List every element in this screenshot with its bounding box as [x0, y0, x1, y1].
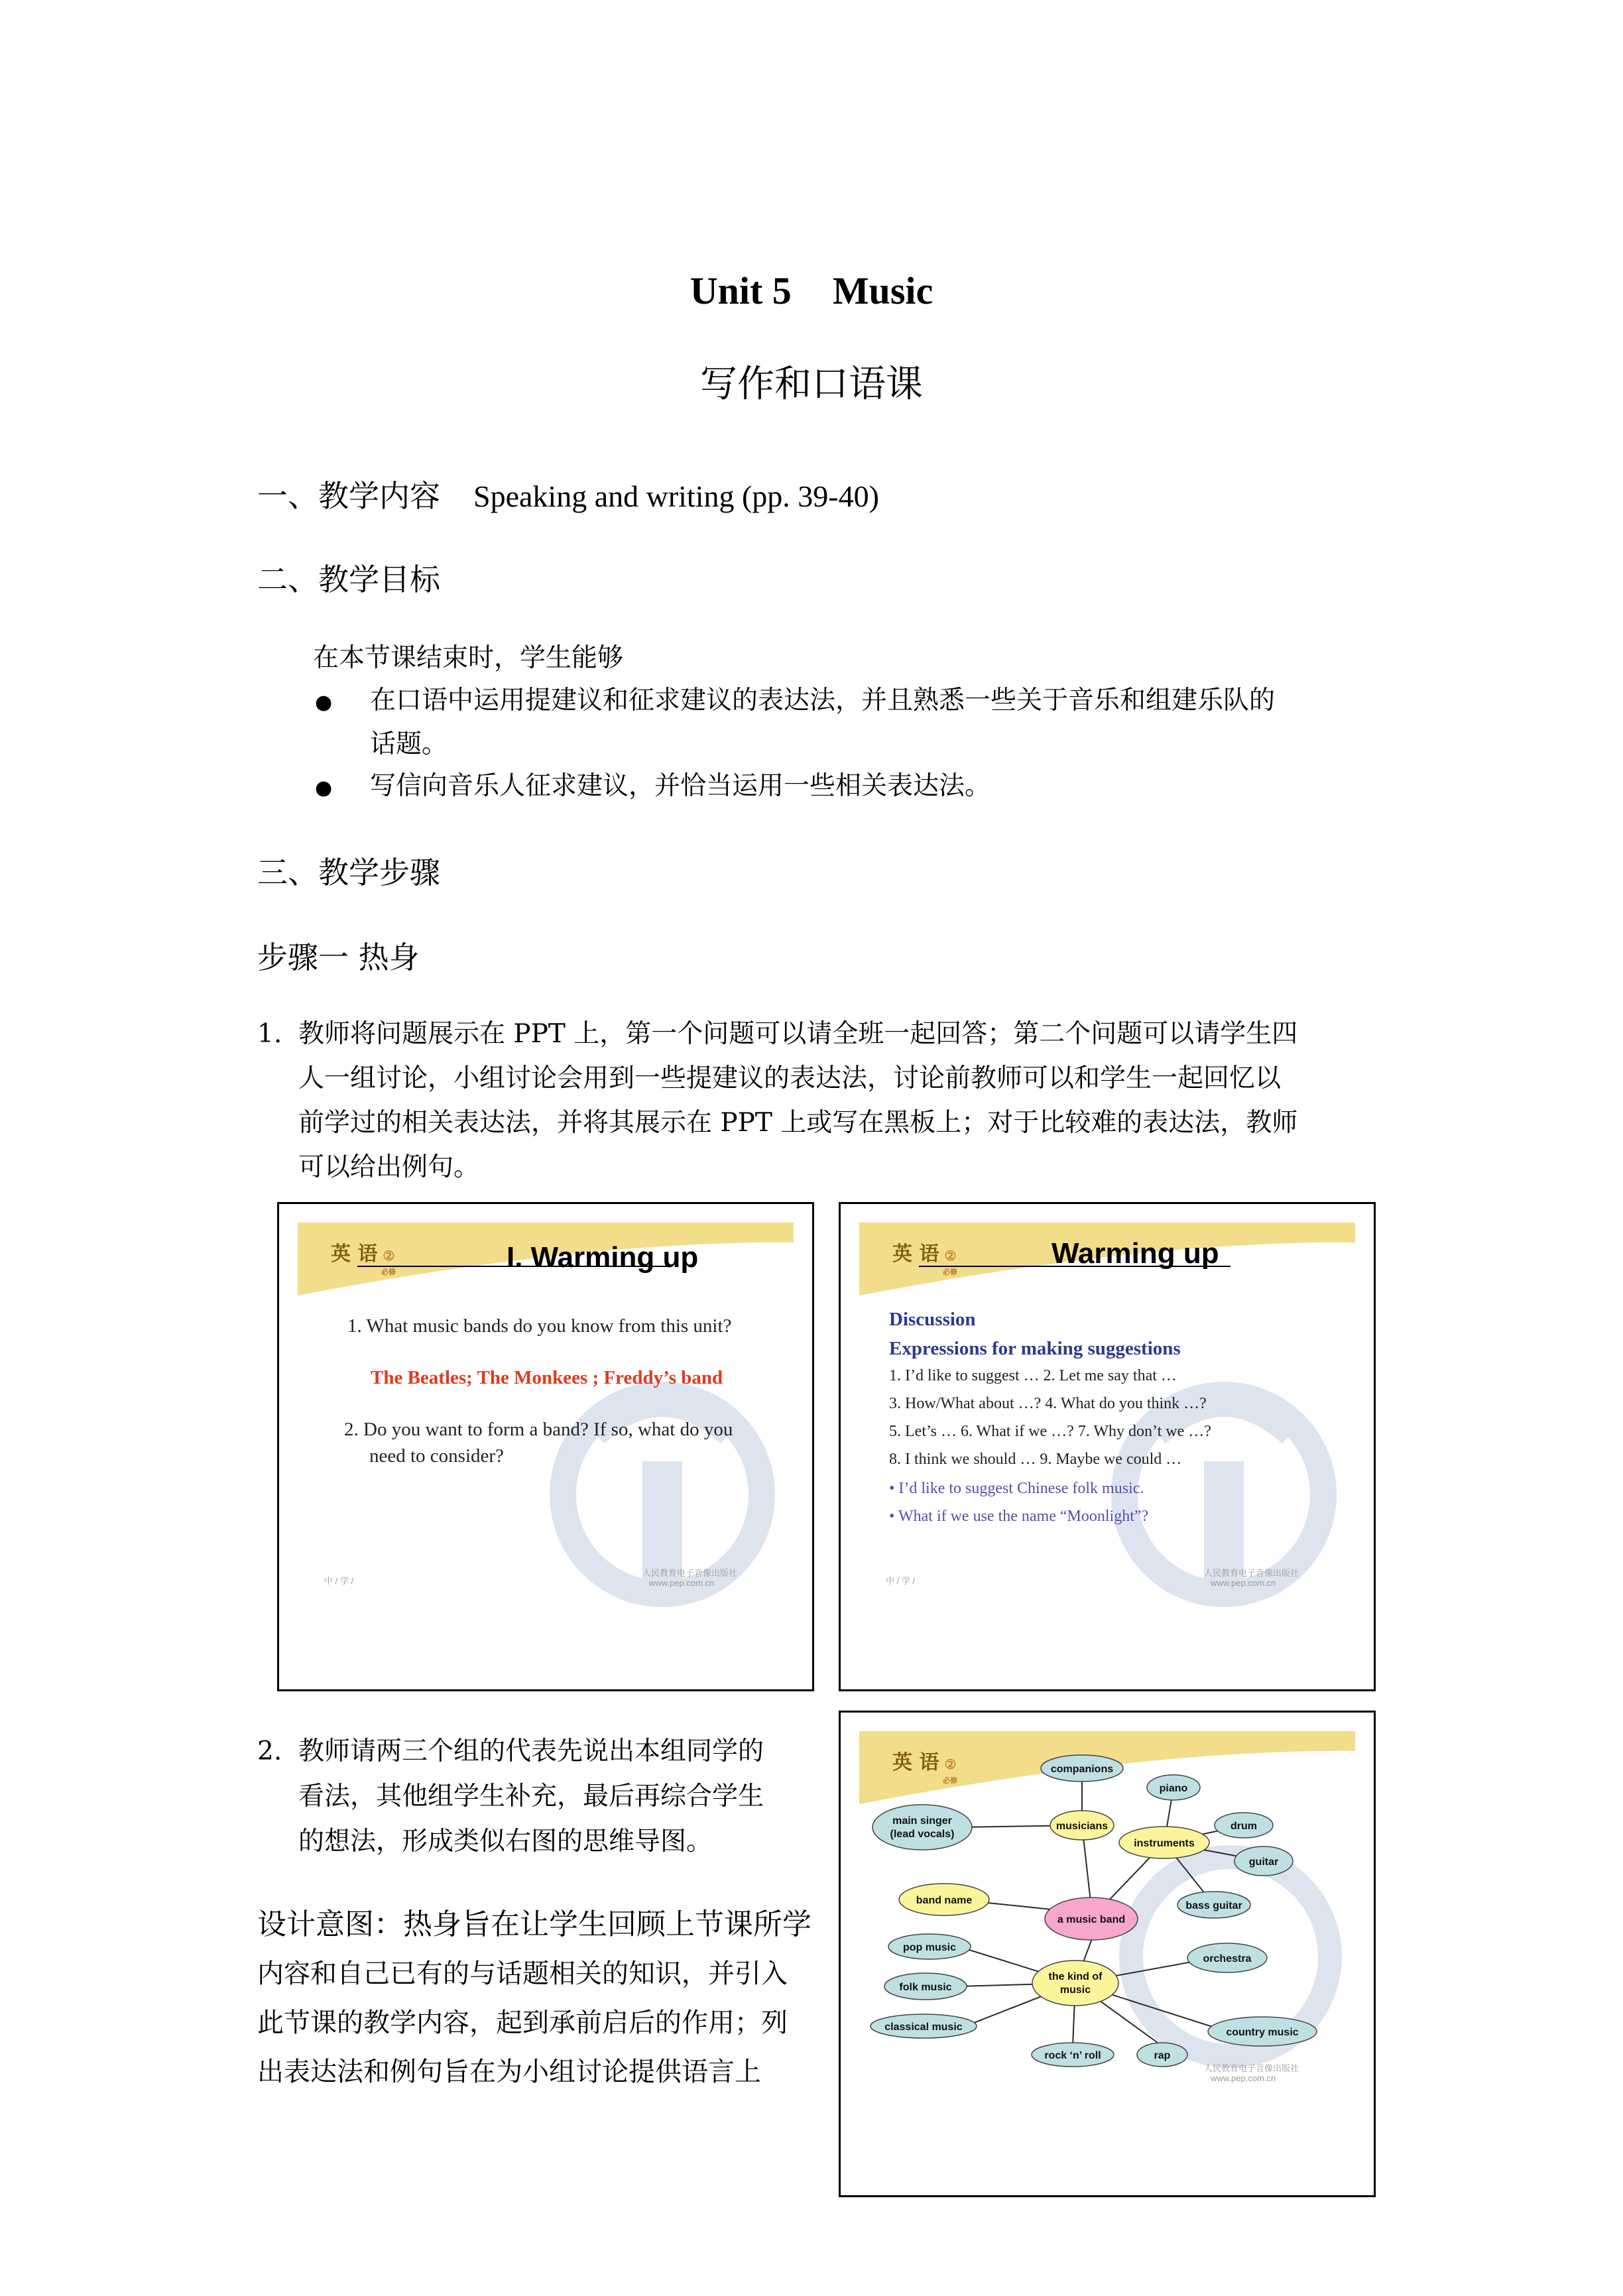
- step-1-label: 步骤一 热身: [257, 939, 420, 975]
- bullet-icon: ●: [315, 776, 333, 800]
- slide-logo-sub: 必修: [943, 1268, 957, 1276]
- label-classical-music: classical music: [884, 2022, 963, 2033]
- slide-footer-url: www.pep.com.cn: [649, 1578, 715, 1588]
- slide-canvas: [298, 1223, 794, 1636]
- label-companions: companions: [1050, 1764, 1114, 1775]
- slide-question-1: 1. What music bands do you know from this unit?: [347, 1315, 732, 1337]
- slide-footer-url: www.pep.com.cn: [1211, 1578, 1276, 1588]
- section-1-content: Speaking and writing (pp. 39-40): [473, 479, 879, 513]
- design-line-1: 设计意图：热身旨在让学生回顾上节课所学: [257, 1907, 812, 1941]
- label-guitar: guitar: [1248, 1856, 1279, 1868]
- step-1-number: 1.: [257, 1019, 282, 1049]
- design-line-4: 出表达法和例句旨在为小组讨论提供语言上: [257, 2057, 761, 2087]
- label-main-singer-2: (lead vocals): [890, 1829, 955, 1840]
- slide-example-2: • What if we use the name “Moonlight”?: [889, 1508, 1149, 1525]
- slide-answer: The Beatles; The Monkees ; Freddy’s band: [371, 1367, 723, 1388]
- section-3-label: 三、教学步骤: [257, 855, 440, 890]
- unit-topic: Music: [832, 269, 933, 312]
- label-pop-music: pop music: [902, 1942, 957, 1953]
- unit-number: Unit 5: [690, 269, 792, 312]
- label-center: a music band: [1057, 1914, 1126, 1925]
- label-piano: piano: [1159, 1783, 1188, 1794]
- step-1-line-3: 前学过的相关表达法，并将其展示在 PPT 上或写在黑板上；对于比较难的表达法，教师: [298, 1108, 1298, 1138]
- slide-footer-publisher: 人民教育电子音像出版社: [642, 1568, 738, 1578]
- label-folk-music: folk music: [899, 1982, 952, 1993]
- label-musicians: musicians: [1055, 1821, 1109, 1832]
- objective-1-line-2: 话题。: [370, 729, 448, 759]
- label-main-singer-1: main singer: [892, 1815, 952, 1827]
- slide-mind-map: [839, 1711, 1376, 2197]
- document-title: [0, 269, 1623, 313]
- mind-map-diagram: [859, 1731, 1355, 2140]
- slide-canvas: [859, 1731, 1355, 2140]
- slide-heading-discussion: Discussion: [889, 1309, 976, 1330]
- label-orchestra: orchestra: [1203, 1953, 1252, 1964]
- step-1-line-2: 人一组讨论，小组讨论会用到一些提建议的表达法，讨论前教师可以和学生一起回忆以: [298, 1063, 1282, 1093]
- step-2-number: 2.: [257, 1736, 282, 1766]
- label-kind-of-1: the kind of: [1048, 1971, 1103, 1982]
- label-kind-of-2: music: [1059, 1984, 1091, 1996]
- objectives-intro: 在本节课结束时，学生能够: [313, 643, 624, 673]
- step-2-line-3: 的想法，形成类似右图的思维导图。: [298, 1827, 713, 1856]
- slide-logo: 英 语 ②: [331, 1242, 395, 1266]
- objective-1-line-1: 在口语中运用提建议和征求建议的表达法，并且熟悉一些关于音乐和组建乐队的: [370, 686, 1276, 715]
- slide-title: Warming up: [1052, 1237, 1219, 1270]
- objective-2: 写信向音乐人征求建议，并恰当运用一些相关表达法。: [370, 771, 991, 801]
- slide-footer-publisher: 人民教育电子音像出版社: [1204, 1568, 1299, 1578]
- slide-warming-up-1: [277, 1202, 814, 1691]
- slide-logo-badge: ②: [944, 1248, 957, 1264]
- slide-logo-sub: 必修: [381, 1268, 396, 1276]
- node-kind-of-music: [1032, 1961, 1118, 2006]
- slide-logo-badge: ②: [944, 1756, 957, 1772]
- label-drum: drum: [1231, 1821, 1257, 1832]
- slide-logo-badge: ②: [383, 1248, 395, 1264]
- label-band-name: band name: [916, 1895, 973, 1906]
- slide-example-1: • I’d like to suggest Chinese folk music.: [889, 1480, 1144, 1497]
- slide-logo: 英 语 ②: [892, 1751, 957, 1774]
- slide-expression-line-4: 8. I think we should … 9. Maybe we could …: [889, 1451, 1182, 1468]
- slide-warming-up-2: [839, 1202, 1376, 1691]
- step-1-line-4: 可以给出例句。: [298, 1152, 480, 1182]
- step-2-line-1: 教师请两三个组的代表先说出本组同学的: [298, 1736, 764, 1766]
- slide-logo-sub: 必修: [943, 1777, 957, 1785]
- slide-question-2-line-2: need to consider?: [369, 1445, 504, 1467]
- document-subtitle: 写作和口语课: [700, 363, 923, 406]
- slide-footer-left: 中 / 学 /: [324, 1576, 354, 1586]
- section-1-label: 一、教学内容: [257, 478, 440, 514]
- step-1-line-1: 教师将问题展示在 PPT 上，第一个问题可以请全班一起回答；第二个问题可以请学生四: [298, 1019, 1298, 1049]
- slide-title: I. Warming up: [507, 1241, 699, 1274]
- slide-expression-line-2: 3. How/What about …? 4. What do you think …?: [889, 1395, 1207, 1412]
- mind-map-nodes: [871, 1755, 1317, 2067]
- label-rap: rap: [1154, 2050, 1171, 2061]
- slide-question-2-line-1: 2. Do you want to form a band? If so, what do you: [344, 1419, 733, 1440]
- label-instruments: instruments: [1134, 1838, 1195, 1849]
- section-2-label: 二、教学目标: [257, 562, 440, 597]
- label-bass-guitar: bass guitar: [1185, 1900, 1242, 1911]
- bullet-icon: ●: [315, 691, 333, 714]
- slide-heading-expressions: Expressions for making suggestions: [889, 1338, 1181, 1359]
- slide-footer-left: 中 / 学 /: [886, 1576, 916, 1586]
- slide-logo: 英 语 ②: [892, 1242, 957, 1266]
- design-line-2: 内容和自己已有的与话题相关的知识，并引入: [257, 1959, 788, 1989]
- slide-expression-line-1: 1. I’d like to suggest … 2. Let me say that …: [889, 1367, 1177, 1384]
- slide-footer-publisher: 人民教育电子音像出版社: [1204, 2063, 1299, 2073]
- label-country-music: country music: [1226, 2027, 1299, 2038]
- slide-canvas: [859, 1223, 1355, 1636]
- slide-footer-url: www.pep.com.cn: [1211, 2073, 1276, 2083]
- design-line-3: 此节课的教学内容，起到承前启后的作用；列: [257, 2008, 788, 2038]
- slide-expression-line-3: 5. Let’s … 6. What if we …? 7. Why don’t we …?: [889, 1423, 1211, 1440]
- section-teaching-content: [257, 472, 879, 516]
- node-main-singer: [872, 1805, 972, 1850]
- label-rock-n-roll: rock ‘n’ roll: [1044, 2050, 1101, 2061]
- step-2-line-2: 看法，其他组学生补充，最后再综合学生: [298, 1782, 764, 1811]
